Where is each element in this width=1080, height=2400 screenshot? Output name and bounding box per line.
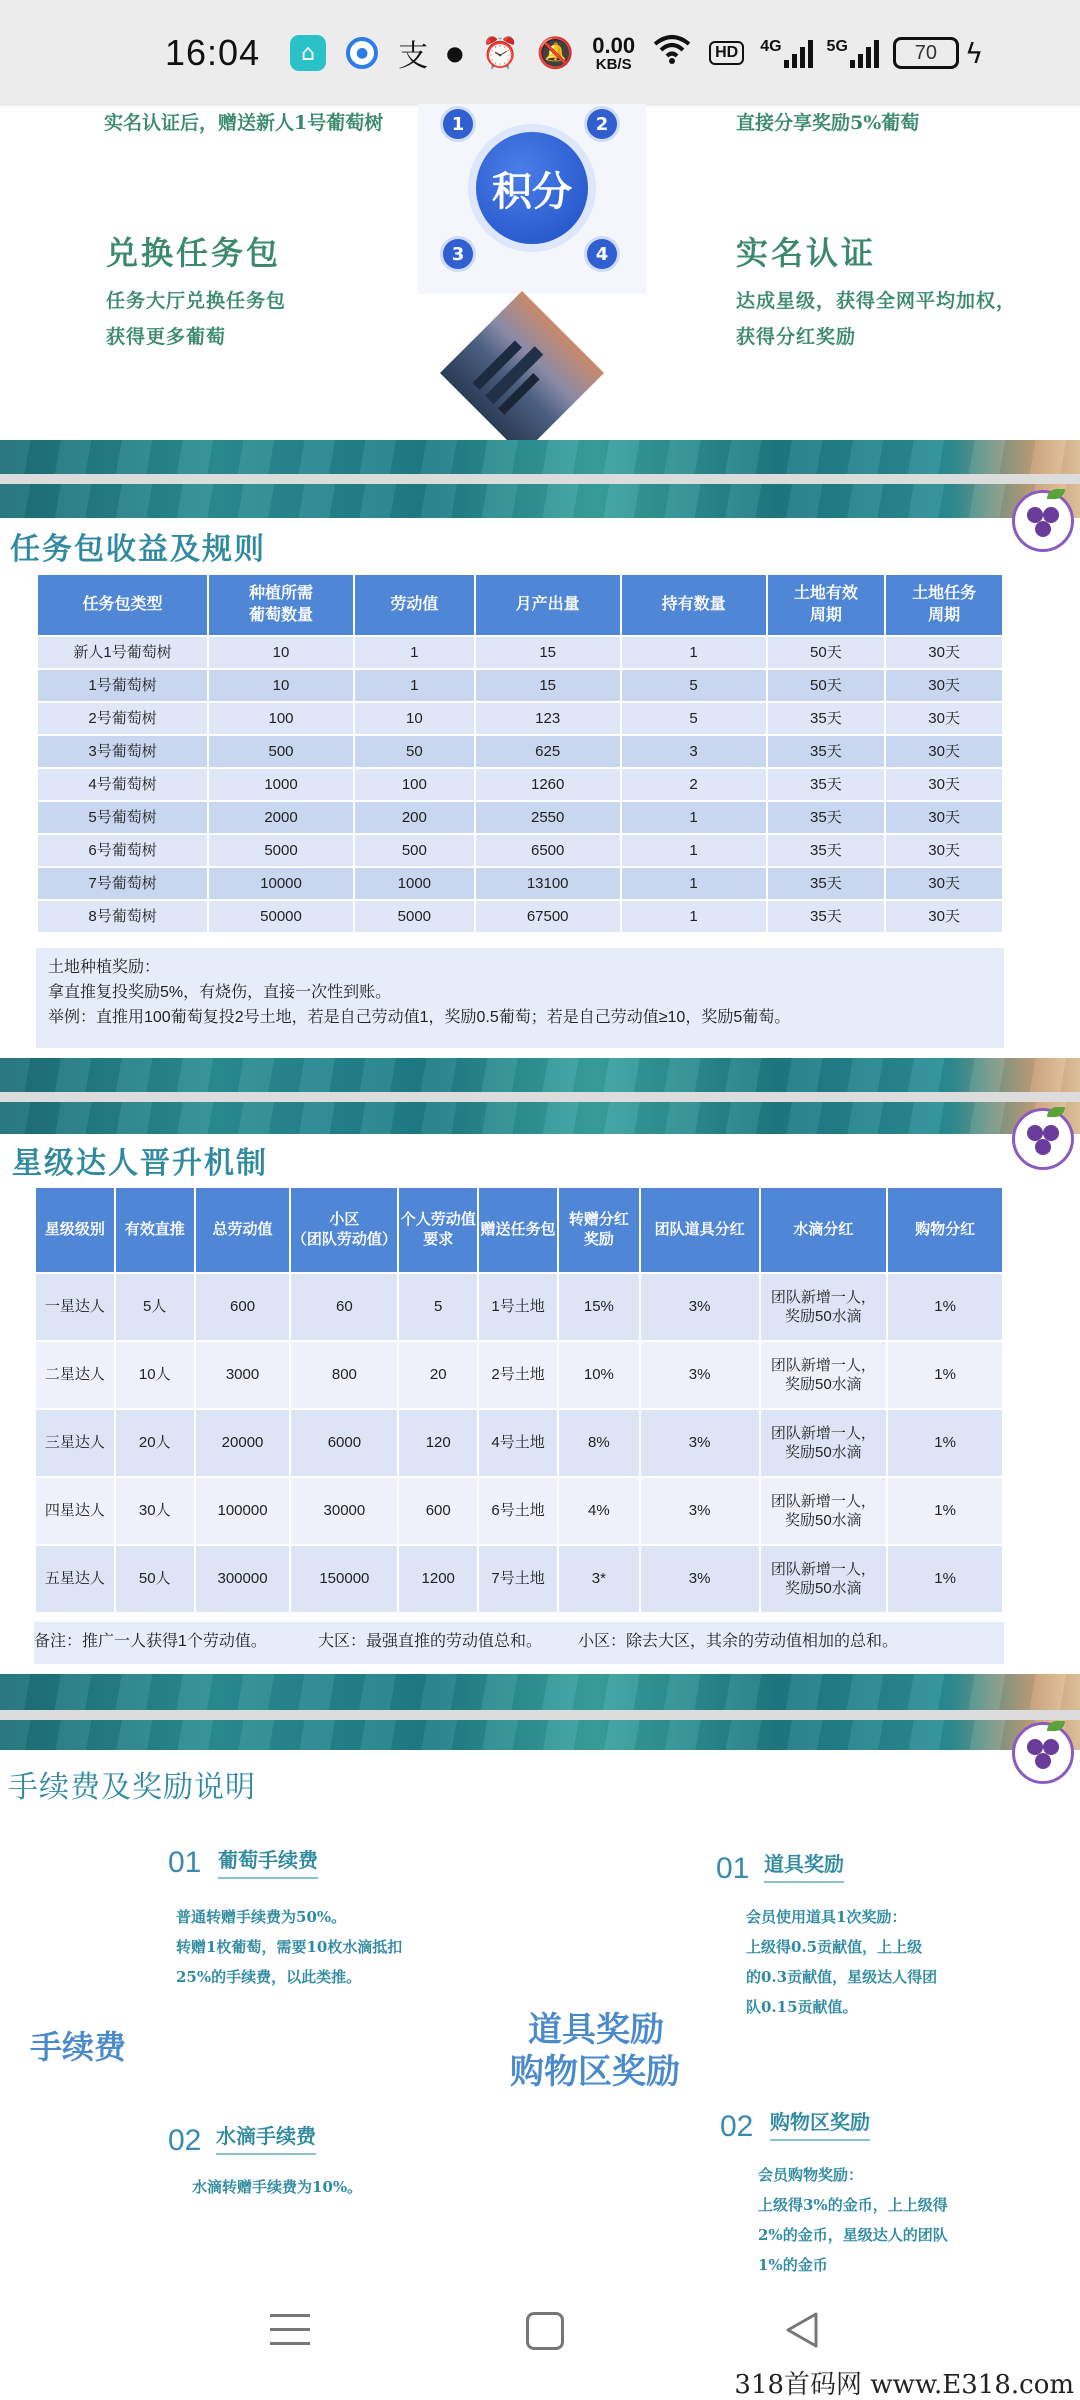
star-note-3: 小区：除去大区，其余的劳动值相加的总和。 — [578, 1633, 899, 1650]
water-fee-num: 02 — [168, 2124, 202, 2157]
star-note-1: 备注：推广一人获得1个劳动值。 — [34, 1633, 267, 1650]
ocean-banner-3b — [0, 1720, 1080, 1750]
ocean-banner-2b — [0, 1102, 1080, 1134]
table-cell: 1 — [621, 834, 767, 867]
table-cell: 30天 — [885, 768, 1003, 801]
table-cell: 6000 — [290, 1409, 398, 1477]
table-cell: 1000 — [354, 867, 475, 900]
fee-section-title: 手续费及奖励说明 — [8, 1770, 256, 1805]
table-cell: 1号葡萄树 — [37, 669, 208, 702]
table-row — [37, 636, 1003, 669]
task-note-2: 拿直推复投奖励5%，有烧伤，直接一次性到账。 — [48, 983, 392, 1001]
table-cell: 100000 — [195, 1477, 291, 1545]
point-number-3: 3 — [440, 236, 476, 272]
table-cell: 1200 — [398, 1545, 478, 1613]
table-cell: 5000 — [354, 900, 475, 933]
table-row — [35, 1477, 1003, 1545]
table-cell: 1000 — [208, 768, 354, 801]
table-cell: 团队新增一人， 奖励50水滴 — [760, 1341, 888, 1409]
table-cell: 35天 — [767, 900, 886, 933]
table-cell: 三星达人 — [35, 1409, 115, 1477]
task-header-cell: 持有数量 — [621, 574, 767, 636]
ocean-banner-2 — [0, 1058, 1080, 1092]
table-cell: 5 — [621, 669, 767, 702]
star-table-header — [35, 1187, 1003, 1273]
table-cell: 20人 — [115, 1409, 195, 1477]
table-cell: 8号葡萄树 — [37, 900, 208, 933]
table-cell: 团队新增一人， 奖励50水滴 — [760, 1273, 888, 1341]
table-cell: 67500 — [475, 900, 621, 933]
fee-big-label: 手续费 — [30, 2028, 127, 2066]
table-cell: 1% — [887, 1545, 1003, 1613]
table-cell: 800 — [290, 1341, 398, 1409]
table-cell: 200 — [354, 801, 475, 834]
point-number-4: 4 — [584, 236, 620, 272]
table-row — [37, 669, 1003, 702]
points-badge-label: 积分 — [492, 168, 572, 215]
table-cell: 五星达人 — [35, 1545, 115, 1613]
ocean-banner-1 — [0, 440, 1080, 474]
table-cell: 10 — [354, 702, 475, 735]
status-bar — [0, 0, 1080, 106]
table-cell: 1 — [621, 801, 767, 834]
table-cell: 13100 — [475, 867, 621, 900]
table-cell: 2号葡萄树 — [37, 702, 208, 735]
prop-reward-num: 01 — [716, 1852, 750, 1885]
prop-reward-line-1: 会员使用道具1次奖励： — [746, 1908, 907, 1926]
table-cell: 30天 — [885, 801, 1003, 834]
back-button[interactable] — [782, 2310, 822, 2350]
table-cell: 7号葡萄树 — [37, 867, 208, 900]
shop-reward-line-3: 2%的金币，星级达人的团队 — [758, 2226, 948, 2244]
star-header-cell: 赠送任务包 — [478, 1187, 558, 1273]
table-row — [35, 1341, 1003, 1409]
star-notes — [34, 1622, 1004, 1664]
table-cell: 3号葡萄树 — [37, 735, 208, 768]
task-table — [36, 573, 1004, 934]
banner-divider-1 — [0, 474, 1080, 484]
table-cell: 3% — [640, 1409, 760, 1477]
exchange-line-1: 任务大厅兑换任务包 — [106, 290, 287, 312]
table-cell: 30天 — [885, 735, 1003, 768]
battery-icon: 70 — [893, 37, 959, 69]
table-cell: 1% — [887, 1273, 1003, 1341]
realname-heading: 实名认证 — [736, 234, 877, 272]
table-cell: 5 — [398, 1273, 478, 1341]
grape-fee-line-3: 25%的手续费，以此类推。 — [176, 1968, 362, 1986]
grape-fee-heading: 葡萄手续费 — [218, 1844, 318, 1879]
table-cell: 10% — [558, 1341, 640, 1409]
table-cell: 30000 — [290, 1477, 398, 1545]
task-notes — [36, 948, 1004, 1048]
table-cell: 5人 — [115, 1273, 195, 1341]
signal-icon-2: 5G — [827, 38, 879, 68]
grape-logo-icon-2 — [1012, 1108, 1074, 1170]
table-cell: 20000 — [195, 1409, 291, 1477]
table-cell: 1号土地 — [478, 1273, 558, 1341]
dot-icon: ● — [446, 41, 464, 65]
table-cell: 20 — [398, 1341, 478, 1409]
table-cell: 团队新增一人， 奖励50水滴 — [760, 1409, 888, 1477]
table-row — [35, 1409, 1003, 1477]
home-app-icon: ⌂ — [290, 35, 326, 71]
table-cell: 30天 — [885, 636, 1003, 669]
table-cell: 35天 — [767, 834, 886, 867]
table-row — [37, 735, 1003, 768]
table-cell: 1 — [621, 867, 767, 900]
realname-line-1: 达成星级，获得全网平均加权， — [736, 290, 1017, 312]
table-cell: 5 — [621, 702, 767, 735]
task-header-cell: 种植所需 葡萄数量 — [208, 574, 354, 636]
prop-reward-line-2: 上级得0.5贡献值，上上级 — [746, 1938, 923, 1956]
table-cell: 6号葡萄树 — [37, 834, 208, 867]
charging-icon: ϟ — [964, 36, 984, 70]
table-cell: 6500 — [475, 834, 621, 867]
table-cell: 4号土地 — [478, 1409, 558, 1477]
table-cell: 625 — [475, 735, 621, 768]
table-cell: 30天 — [885, 867, 1003, 900]
table-cell: 50人 — [115, 1545, 195, 1613]
ocean-banner-3 — [0, 1674, 1080, 1710]
reward-big-line-2: 购物区奖励 — [510, 2052, 680, 2092]
table-cell: 50 — [354, 735, 475, 768]
table-cell: 500 — [208, 735, 354, 768]
table-cell: 一星达人 — [35, 1273, 115, 1341]
table-cell: 2 — [621, 768, 767, 801]
table-cell: 30天 — [885, 669, 1003, 702]
table-cell: 团队新增一人， 奖励50水滴 — [760, 1477, 888, 1545]
top-right-text: 直接分享奖励5%葡萄 — [736, 112, 920, 134]
table-cell: 30天 — [885, 834, 1003, 867]
star-header-cell: 团队道具分红 — [640, 1187, 760, 1273]
table-cell: 35天 — [767, 867, 886, 900]
points-badge — [468, 124, 596, 252]
hd-badge: HD — [709, 41, 744, 65]
table-cell: 100 — [354, 768, 475, 801]
table-cell: 10000 — [208, 867, 354, 900]
table-cell: 3% — [640, 1341, 760, 1409]
exchange-heading: 兑换任务包 — [106, 234, 282, 272]
table-cell: 1 — [621, 636, 767, 669]
realname-line-2: 获得分红奖励 — [736, 326, 857, 348]
prop-reward-line-3: 的0.3贡献值，星级达人得团 — [746, 1968, 938, 1986]
table-cell: 15 — [475, 636, 621, 669]
star-table — [34, 1186, 1004, 1614]
table-cell: 5000 — [208, 834, 354, 867]
table-cell: 1% — [887, 1477, 1003, 1545]
table-row — [35, 1273, 1003, 1341]
prop-reward-heading: 道具奖励 — [764, 1848, 844, 1883]
grape-fee-line-2: 转赠1枚葡萄，需要10枚水滴抵扣 — [176, 1938, 403, 1956]
table-cell: 团队新增一人， 奖励50水滴 — [760, 1545, 888, 1613]
task-note-1: 土地种植奖励： — [48, 959, 161, 976]
table-cell: 1 — [621, 900, 767, 933]
table-cell: 2550 — [475, 801, 621, 834]
table-cell: 二星达人 — [35, 1341, 115, 1409]
banner-divider-2 — [0, 1092, 1080, 1102]
table-cell: 1 — [354, 636, 475, 669]
table-cell: 4% — [558, 1477, 640, 1545]
watermark: 318首码网 www.E318.com — [734, 2364, 1074, 2400]
star-header-cell: 星级级别 — [35, 1187, 115, 1273]
city-image — [440, 291, 604, 455]
table-cell: 50000 — [208, 900, 354, 933]
task-note-3: 举例：直推用100葡萄复投2号土地，若是自己劳动值1，奖励0.5葡萄；若是自己劳动值≥10，奖励5葡萄。 — [48, 1008, 791, 1026]
table-cell: 30人 — [115, 1477, 195, 1545]
table-cell: 35天 — [767, 801, 886, 834]
table-cell: 3* — [558, 1545, 640, 1613]
star-header-cell: 水滴分红 — [760, 1187, 888, 1273]
table-row — [37, 867, 1003, 900]
point-number-2: 2 — [584, 106, 620, 142]
ocean-banner-1b — [0, 484, 1080, 518]
table-cell: 10 — [208, 669, 354, 702]
table-cell: 150000 — [290, 1545, 398, 1613]
recent-apps-button[interactable] — [270, 2314, 310, 2356]
star-header-cell: 小区 （团队劳动值） — [290, 1187, 398, 1273]
star-table-title: 星级达人晋升机制 — [12, 1146, 268, 1181]
table-cell: 3 — [621, 735, 767, 768]
table-cell: 15 — [475, 669, 621, 702]
table-cell: 四星达人 — [35, 1477, 115, 1545]
table-cell: 100 — [208, 702, 354, 735]
reward-big-line-1: 道具奖励 — [528, 2010, 664, 2050]
table-row — [37, 834, 1003, 867]
table-row — [37, 768, 1003, 801]
water-fee-heading: 水滴手续费 — [216, 2120, 316, 2155]
point-number-1: 1 — [440, 106, 476, 142]
table-cell: 3% — [640, 1477, 760, 1545]
table-cell: 50天 — [767, 636, 886, 669]
shop-reward-num: 02 — [720, 2110, 754, 2143]
star-header-cell: 总劳动值 — [195, 1187, 291, 1273]
star-note-2: 大区：最强直推的劳动值总和。 — [318, 1633, 543, 1650]
table-cell: 123 — [475, 702, 621, 735]
task-header-cell: 月产出量 — [475, 574, 621, 636]
table-cell: 6号土地 — [478, 1477, 558, 1545]
table-cell: 1% — [887, 1409, 1003, 1477]
table-cell: 2000 — [208, 801, 354, 834]
table-cell: 500 — [354, 834, 475, 867]
table-cell: 1260 — [475, 768, 621, 801]
task-header-cell: 任务包类型 — [37, 574, 208, 636]
table-cell: 1 — [354, 669, 475, 702]
wifi-icon — [653, 34, 691, 72]
table-cell: 30天 — [885, 900, 1003, 933]
shop-reward-line-1: 会员购物奖励： — [758, 2166, 864, 2184]
top-left-text: 实名认证后，赠送新人1号葡萄树 — [104, 112, 384, 134]
grape-fee-num: 01 — [168, 1846, 202, 1879]
banner-divider-3 — [0, 1710, 1080, 1720]
water-fee-line-1: 水滴转赠手续费为10%。 — [192, 2178, 363, 2196]
alarm-icon: ⏰ — [481, 35, 519, 71]
qq-browser-icon: ● — [346, 37, 378, 69]
table-cell: 4号葡萄树 — [37, 768, 208, 801]
table-cell: 3% — [640, 1273, 760, 1341]
table-cell: 600 — [398, 1477, 478, 1545]
table-row — [35, 1545, 1003, 1613]
shop-reward-heading: 购物区奖励 — [770, 2106, 870, 2141]
table-cell: 600 — [195, 1273, 291, 1341]
table-cell: 15% — [558, 1273, 640, 1341]
exchange-line-2: 获得更多葡萄 — [106, 326, 227, 348]
shop-reward-line-4: 1%的金币 — [758, 2256, 828, 2274]
table-cell: 50天 — [767, 669, 886, 702]
table-row — [37, 900, 1003, 933]
star-header-cell: 转赠分红 奖励 — [558, 1187, 640, 1273]
table-cell: 60 — [290, 1273, 398, 1341]
shop-reward-line-2: 上级得3%的金币，上上级得 — [758, 2196, 948, 2214]
home-button[interactable] — [526, 2312, 564, 2350]
task-header-cell: 土地有效 周期 — [767, 574, 886, 636]
task-table-header — [37, 574, 1003, 636]
table-row — [37, 702, 1003, 735]
table-cell: 10人 — [115, 1341, 195, 1409]
table-cell: 新人1号葡萄树 — [37, 636, 208, 669]
status-time: 16:04 — [165, 32, 261, 73]
table-cell: 300000 — [195, 1545, 291, 1613]
table-cell: 8% — [558, 1409, 640, 1477]
points-graphic — [418, 104, 646, 294]
grape-logo-icon — [1012, 490, 1074, 552]
table-cell: 1% — [887, 1341, 1003, 1409]
grape-fee-line-1: 普通转赠手续费为50%。 — [176, 1908, 347, 1926]
table-cell: 30天 — [885, 702, 1003, 735]
table-cell: 5号葡萄树 — [37, 801, 208, 834]
grape-logo-icon-3 — [1012, 1722, 1074, 1784]
table-cell: 10 — [208, 636, 354, 669]
alipay-icon: 支 — [398, 39, 429, 74]
signal-icon: 4G — [760, 38, 812, 68]
star-header-cell: 个人劳动值 要求 — [398, 1187, 478, 1273]
table-cell: 35天 — [767, 702, 886, 735]
prop-reward-line-4: 队0.15贡献值。 — [746, 1998, 858, 2016]
table-cell: 7号土地 — [478, 1545, 558, 1613]
star-header-cell: 购物分红 — [887, 1187, 1003, 1273]
star-header-cell: 有效直推 — [115, 1187, 195, 1273]
table-cell: 3000 — [195, 1341, 291, 1409]
task-table-title: 任务包收益及规则 — [10, 532, 266, 567]
table-cell: 3% — [640, 1545, 760, 1613]
table-cell: 35天 — [767, 735, 886, 768]
table-cell: 2号土地 — [478, 1341, 558, 1409]
table-cell: 35天 — [767, 768, 886, 801]
table-row — [37, 801, 1003, 834]
task-header-cell: 土地任务 周期 — [885, 574, 1003, 636]
net-speed: 0.00 KB/S — [592, 32, 636, 73]
table-cell: 120 — [398, 1409, 478, 1477]
mute-icon: 🔕 — [536, 35, 575, 71]
task-header-cell: 劳动值 — [354, 574, 475, 636]
